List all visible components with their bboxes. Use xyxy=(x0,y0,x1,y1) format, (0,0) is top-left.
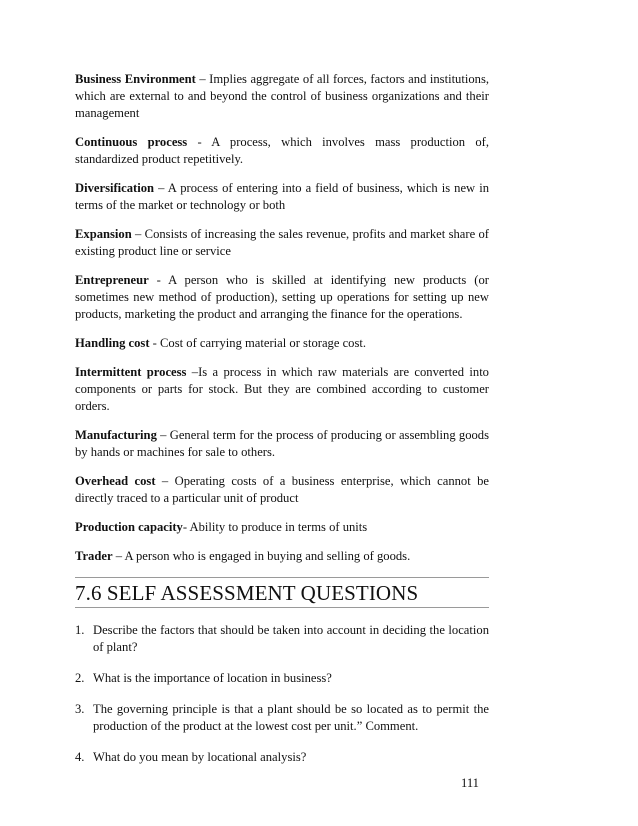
glossary-entry xyxy=(75,71,489,122)
question-item xyxy=(75,670,489,687)
glossary-term: Production capacity xyxy=(75,520,183,534)
glossary-entry xyxy=(75,548,489,565)
glossary-definition: - Cost of carrying material or storage cost. xyxy=(149,336,367,350)
glossary-definition: – A process of entering into a field of business, which is new in terms of the market or technology or both xyxy=(75,181,489,212)
glossary-term: Business Environment xyxy=(75,72,196,86)
section-heading: 7.6 SELF ASSESSMENT QUESTIONS xyxy=(75,577,489,608)
glossary-entry xyxy=(75,473,489,507)
glossary-term: Overhead cost xyxy=(75,474,156,488)
page-number: 111 xyxy=(461,776,479,790)
question-item xyxy=(75,749,489,766)
glossary-term: Diversification xyxy=(75,181,155,195)
glossary-term: Entrepreneur xyxy=(75,273,149,287)
glossary-term: Handling cost xyxy=(75,336,150,350)
glossary-definition: – General term for the process of producing or assembling goods by hands or machines for sale to others. xyxy=(75,428,489,459)
question-number: 3. xyxy=(75,702,85,716)
glossary-entry xyxy=(75,519,489,536)
glossary-term: Continuous process xyxy=(75,135,188,149)
glossary-definition: – Implies aggregate of all forces, factors and institutions, which are external to and beyond the control of business organizations and their management xyxy=(75,72,490,120)
glossary-definition: - A process, which involves mass production of, standardized product repetitively. xyxy=(75,135,489,166)
glossary-entry xyxy=(75,134,489,168)
question-number: 4. xyxy=(75,750,85,764)
glossary-term: Expansion xyxy=(75,227,132,241)
glossary xyxy=(75,71,489,565)
question-text: Describe the factors that should be taken into account in deciding the location of plant? xyxy=(93,623,489,654)
document-page xyxy=(75,71,489,780)
glossary-definition: – Consists of increasing the sales revenue, profits and market share of existing product line or service xyxy=(75,227,489,258)
glossary-definition: –Is a process in which raw materials are converted into components or parts for stock. But they are combined according to customer orders. xyxy=(75,365,489,413)
glossary-definition: - A person who is skilled at identifying new products (or sometimes new method of production), setting up operations for setting up new products, marketing the product and arranging the finance for the operations. xyxy=(75,273,489,321)
question-text: The governing principle is that a plant should be so located as to permit the production of the product at the lowest cost per unit.” Comment. xyxy=(93,702,489,733)
glossary-entry xyxy=(75,180,489,214)
glossary-definition: – Operating costs of a business enterprise, which cannot be directly traced to a particular unit of product xyxy=(75,474,489,505)
glossary-entry xyxy=(75,335,489,352)
question-number: 2. xyxy=(75,671,85,685)
glossary-entry xyxy=(75,427,489,461)
question-item xyxy=(75,701,489,735)
glossary-entry xyxy=(75,226,489,260)
question-item xyxy=(75,622,489,656)
glossary-entry xyxy=(75,272,489,323)
glossary-term: Manufacturing xyxy=(75,428,157,442)
glossary-definition: – A person who is engaged in buying and selling of goods. xyxy=(112,549,411,563)
glossary-definition: - Ability to produce in terms of units xyxy=(182,520,368,534)
glossary-term: Trader xyxy=(75,549,113,563)
question-list xyxy=(75,622,489,766)
glossary-entry xyxy=(75,364,489,415)
glossary-term: Intermittent process xyxy=(75,365,187,379)
question-number: 1. xyxy=(75,623,85,637)
question-text: What is the importance of location in business? xyxy=(93,671,332,685)
question-text: What do you mean by locational analysis? xyxy=(93,750,307,764)
